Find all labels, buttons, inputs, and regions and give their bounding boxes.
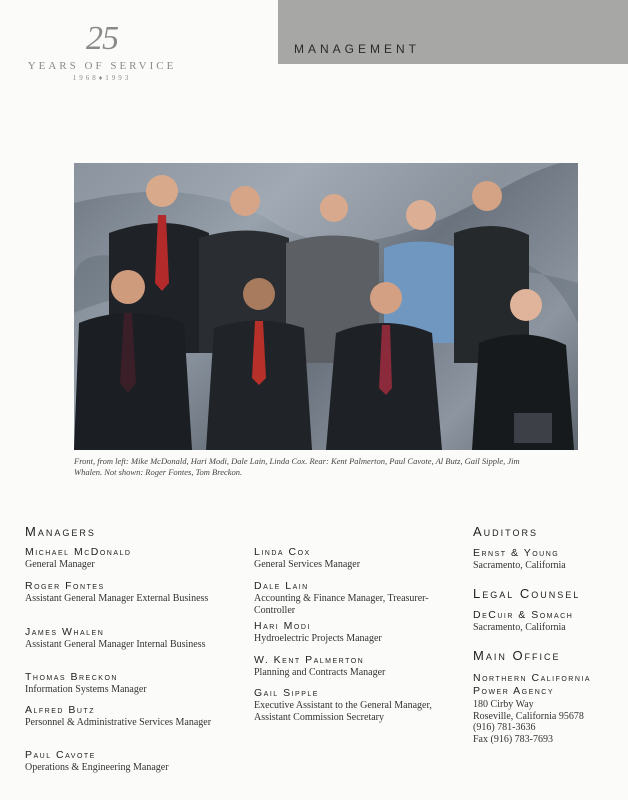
office-street: 180 Cirby Way — [473, 699, 534, 710]
manager-entry — [25, 546, 235, 571]
manager-name: Paul Cavote — [25, 749, 96, 761]
logo-label: YEARS OF SERVICE — [27, 60, 177, 72]
manager-name: Gail Sipple — [254, 687, 319, 699]
manager-entry — [254, 546, 454, 571]
office-org: Northern California Power Agency — [473, 672, 592, 697]
manager-title: Planning and Contracts Manager — [254, 667, 386, 678]
office-heading: Main Office — [473, 648, 561, 663]
legal-entry — [473, 609, 623, 634]
legal-heading: Legal Counsel — [473, 586, 581, 601]
manager-name: Roger Fontes — [25, 580, 105, 592]
manager-name: W. Kent Palmerton — [254, 654, 365, 666]
manager-name: Dale Lain — [254, 580, 309, 592]
manager-title: Assistant General Manager External Business — [25, 593, 209, 604]
auditors-location: Sacramento, California — [473, 560, 566, 571]
manager-name: Linda Cox — [254, 546, 311, 558]
auditors-name: Ernst & Young — [473, 547, 560, 559]
manager-title: General Manager — [25, 559, 95, 570]
auditors-entry — [473, 547, 623, 572]
manager-title: Information Systems Manager — [25, 684, 147, 695]
manager-title: Operations & Engineering Manager — [25, 762, 169, 773]
manager-entry — [254, 654, 454, 679]
anniversary-logo — [22, 22, 182, 82]
manager-name: James Whalen — [25, 626, 105, 638]
manager-title: Personnel & Administrative Services Manager — [25, 717, 212, 728]
manager-entry — [25, 580, 235, 605]
manager-title: General Services Manager — [254, 559, 361, 570]
manager-entry — [25, 749, 235, 774]
section-banner — [278, 0, 628, 64]
office-city: Roseville, California 95678 — [473, 710, 584, 722]
manager-title: Executive Assistant to the General Manager, Assistant Commission Secretary — [254, 700, 432, 723]
manager-entry — [254, 687, 454, 723]
logo-number: 25 — [86, 20, 118, 57]
manager-entry — [25, 626, 235, 651]
legal-location: Sacramento, California — [473, 622, 566, 633]
logo-year-range: 1968♦1993 — [72, 74, 132, 82]
banner-title: MANAGEMENT — [294, 42, 421, 56]
manager-entry — [254, 620, 454, 645]
photo-caption: Front, from left: Mike McDonald, Hari Modi, Dale Lain, Linda Cox. Rear: Kent Palmerton, Paul Cavote, Al Butz, Gail Sipple, Jim Whalen. Not shown: Roger Fontes, Tom Breckon. — [74, 456, 520, 477]
legal-name: DeCuir & Somach — [473, 609, 574, 621]
manager-title: Hydroelectric Projects Manager — [254, 633, 382, 644]
manager-entry — [25, 704, 235, 729]
manager-title: Assistant General Manager Internal Business — [25, 639, 206, 650]
group-photo — [74, 163, 578, 450]
office-phone: (916) 781-3636 — [473, 722, 536, 733]
managers-heading: Managers — [25, 524, 96, 539]
manager-title: Accounting & Finance Manager, Treasurer-Controller — [254, 593, 429, 616]
office-entry — [473, 672, 613, 745]
manager-name: Hari Modi — [254, 620, 311, 632]
manager-entry — [254, 580, 454, 616]
auditors-heading: Auditors — [473, 524, 539, 539]
office-fax: Fax (916) 783-7693 — [473, 733, 553, 745]
manager-name: Michael McDonald — [25, 546, 132, 558]
manager-name: Alfred Butz — [25, 704, 95, 716]
manager-entry — [25, 671, 235, 696]
manager-name: Thomas Breckon — [25, 671, 118, 683]
group-photo-illustration — [74, 163, 578, 450]
